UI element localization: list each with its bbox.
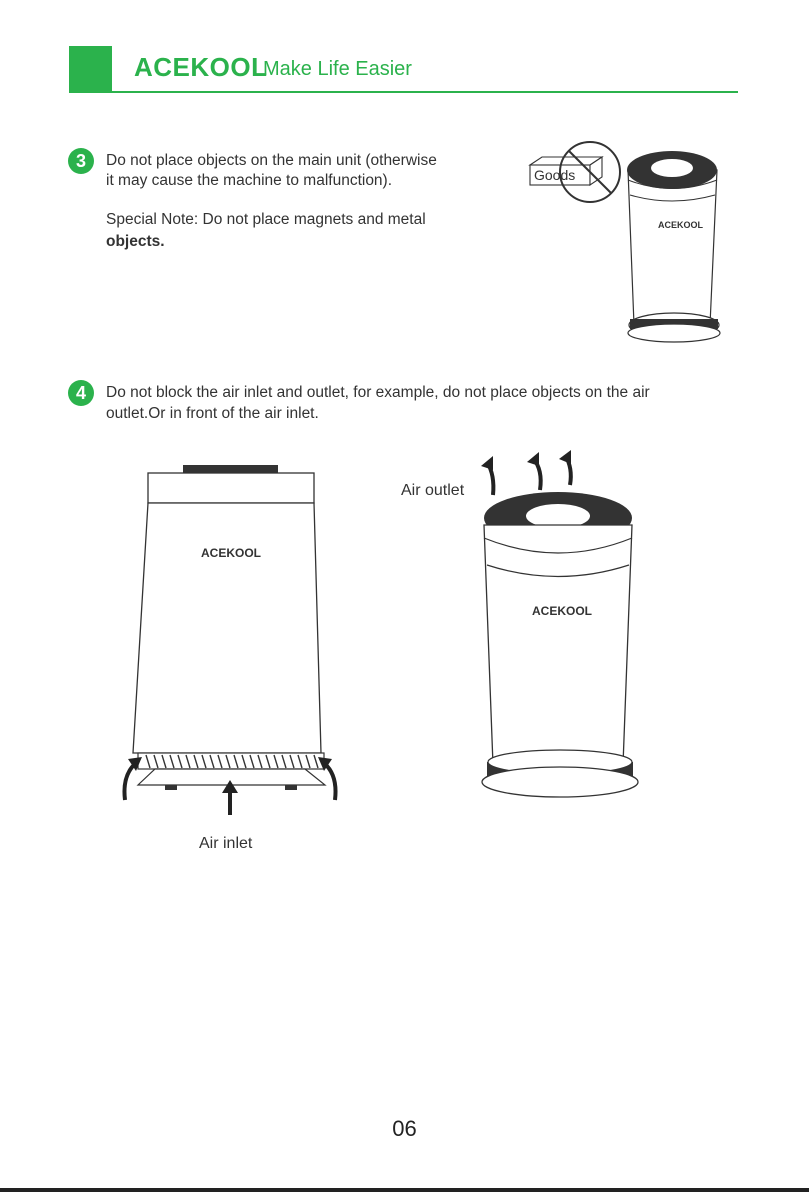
page-number: 06	[392, 1116, 417, 1141]
brand-logo: ACEKOOL	[134, 52, 268, 82]
goods-label: Goods	[534, 167, 576, 183]
air-outlet-label: Air outlet	[401, 482, 465, 499]
bottom-rule	[0, 1188, 809, 1192]
step-4-badge: 4	[68, 380, 94, 406]
step-3-text-line-2: it may cause the machine to malfunction).	[106, 172, 393, 189]
header-green-block	[69, 46, 112, 91]
air-inlet-label: Air inlet	[199, 835, 253, 852]
brand-tagline: Make Life Easier	[263, 58, 412, 80]
step-4-text-line-1: Do not block the air inlet and outlet, for example, do not place objects on the air	[106, 384, 650, 401]
step-3-note-line-1: Special Note: Do not place magnets and metal	[106, 211, 426, 228]
step-3-note-line-2: objects.	[106, 233, 165, 250]
unit-logo-left: ACEKOOL	[201, 546, 261, 560]
unit-logo-right: ACEKOOL	[532, 604, 592, 618]
header-rule	[69, 91, 738, 93]
step-3-badge: 3	[68, 148, 94, 174]
unit-logo-small: ACEKOOL	[658, 220, 703, 230]
step-3-text-line-1: Do not place objects on the main unit (otherwise	[106, 152, 437, 169]
step-4-text-line-2: outlet.Or in front of the air inlet.	[106, 405, 319, 422]
purifier-air-inlet-illustration	[110, 455, 350, 815]
purifier-air-outlet-illustration	[465, 450, 655, 810]
